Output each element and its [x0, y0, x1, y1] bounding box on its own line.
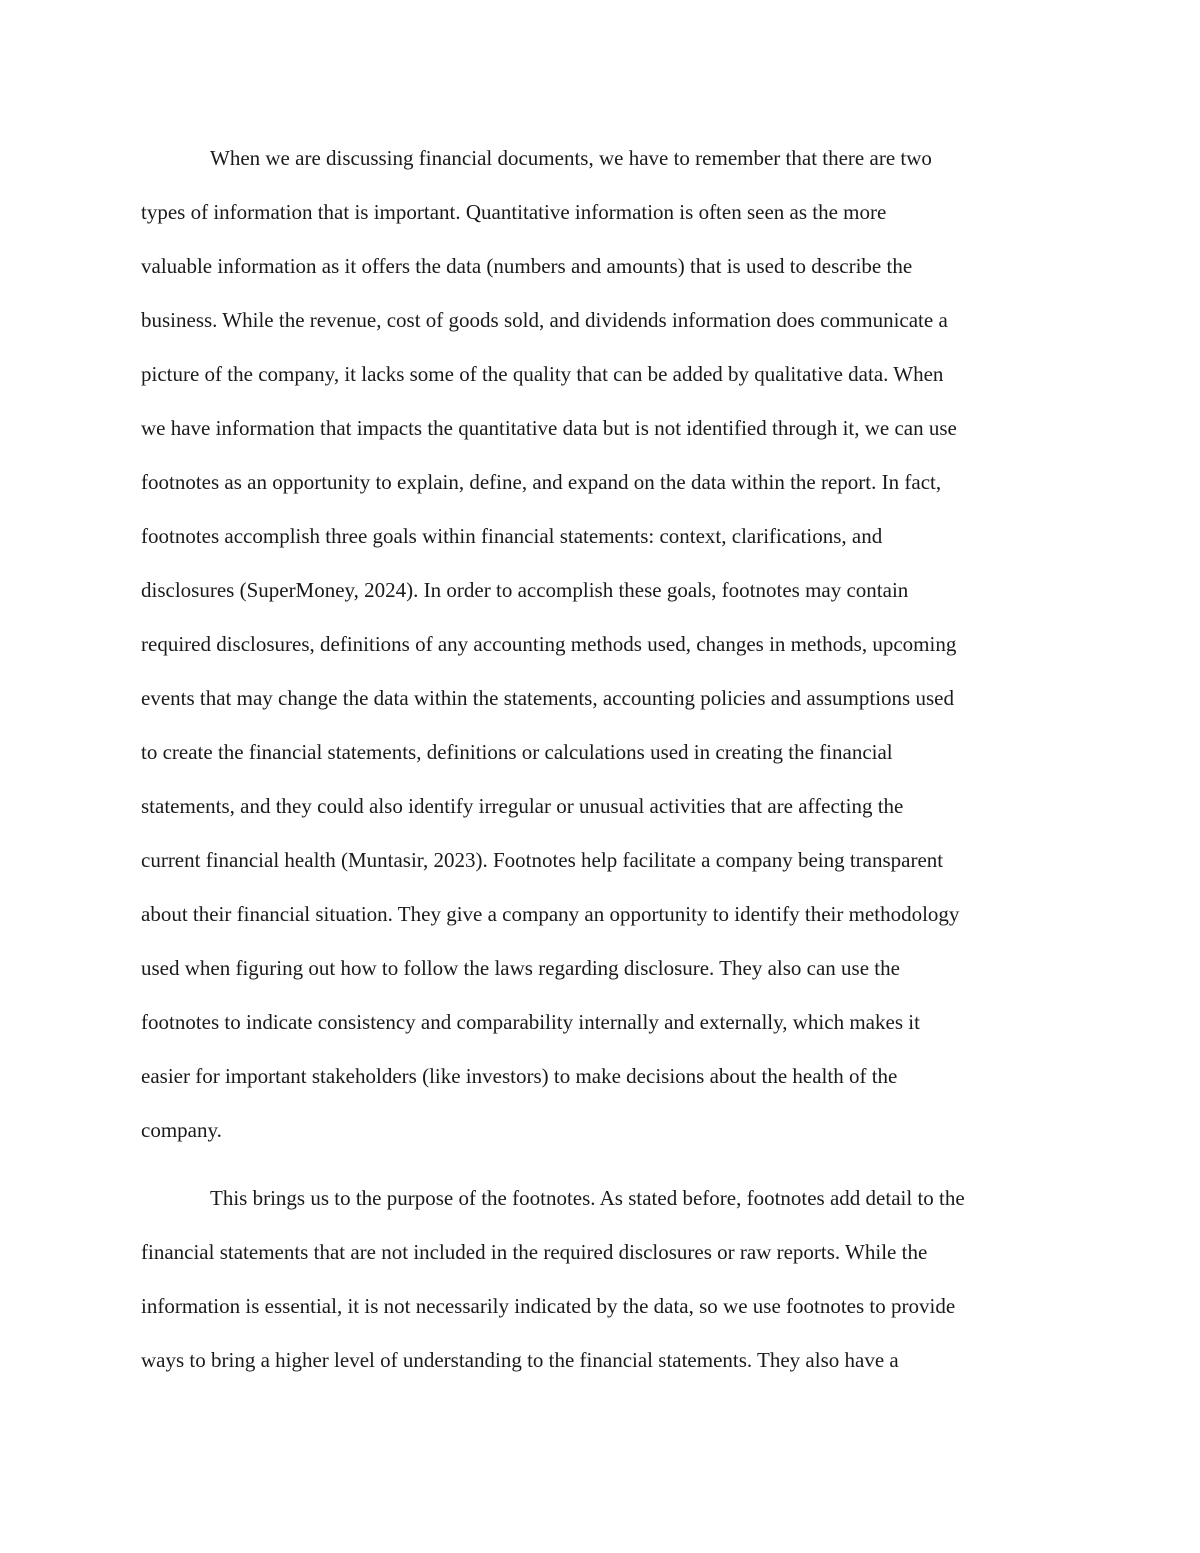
paragraph-1 — [141, 138, 1061, 1164]
text-line: company. — [141, 1118, 222, 1142]
text-line: used when figuring out how to follow the laws regarding disclosure. They also can use the — [141, 956, 900, 980]
text-line: This brings us to the purpose of the footnotes. As stated before, footnotes add detail to the — [210, 1186, 965, 1210]
text-line: footnotes accomplish three goals within financial statements: context, clarifications, and — [141, 524, 883, 548]
text-line: events that may change the data within the statements, accounting policies and assumptions used — [141, 686, 954, 710]
text-line: required disclosures, definitions of any accounting methods used, changes in methods, upcoming — [141, 632, 957, 656]
text-line: ways to bring a higher level of understanding to the financial statements. They also have a — [141, 1348, 899, 1372]
text-line: to create the financial statements, definitions or calculations used in creating the financial — [141, 740, 893, 764]
paragraph-2 — [141, 1178, 1061, 1394]
text-line: we have information that impacts the quantitative data but is not identified through it, we can use — [141, 416, 957, 440]
text-line: valuable information as it offers the data (numbers and amounts) that is used to describe the — [141, 254, 913, 278]
text-line: financial statements that are not included in the required disclosures or raw reports. While the — [141, 1240, 928, 1264]
text-line: business. While the revenue, cost of goods sold, and dividends information does communicate a — [141, 308, 948, 332]
text-line: disclosures (SuperMoney, 2024). In order to accomplish these goals, footnotes may contain — [141, 578, 909, 602]
text-line: about their financial situation. They give a company an opportunity to identify their methodology — [141, 902, 960, 926]
text-line: footnotes as an opportunity to explain, define, and expand on the data within the report. In fact, — [141, 470, 942, 494]
document-body — [141, 138, 1061, 1394]
text-line: statements, and they could also identify irregular or unusual activities that are affecting the — [141, 794, 904, 818]
text-line: When we are discussing financial documents, we have to remember that there are two — [210, 146, 932, 170]
paragraph-spacer — [141, 1164, 1061, 1178]
text-line: information is essential, it is not necessarily indicated by the data, so we use footnotes to provide — [141, 1294, 956, 1318]
text-line: easier for important stakeholders (like investors) to make decisions about the health of the — [141, 1064, 898, 1088]
text-line: picture of the company, it lacks some of the quality that can be added by qualitative data. When — [141, 362, 944, 386]
text-line: types of information that is important. Quantitative information is often seen as the more — [141, 200, 887, 224]
text-line: current financial health (Muntasir, 2023). Footnotes help facilitate a company being transparent — [141, 848, 944, 872]
text-line: footnotes to indicate consistency and comparability internally and externally, which makes it — [141, 1010, 920, 1034]
